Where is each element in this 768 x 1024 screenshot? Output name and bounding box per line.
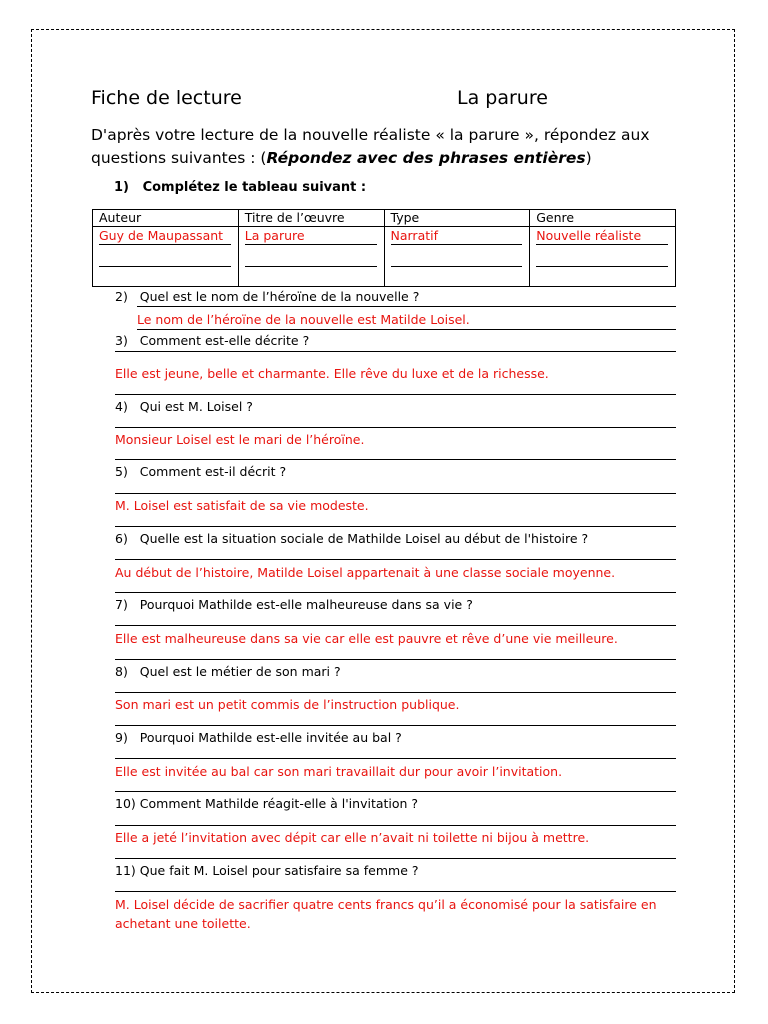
answer-11: M. Loisel décide de sacrifier quatre cents francs qu’il a économisé pour la satisfaire en (115, 897, 657, 912)
answer-line (115, 351, 676, 352)
answer-line (115, 526, 676, 527)
answer-type: Narratif (390, 228, 439, 243)
answer-line (115, 427, 676, 428)
question-8: 8) Quel est le métier de son mari ? (115, 664, 341, 679)
answer-line (115, 659, 676, 660)
answer-10: Elle a jeté l’invitation avec dépit car elle n’avait ni toilette ni bijou à mettre. (115, 830, 590, 845)
table-header: Genre (530, 210, 676, 227)
page-title: Fiche de lecture (91, 87, 242, 109)
answer-3: Elle est jeune, belle et charmante. Elle rêve du luxe et de la richesse. (115, 366, 549, 381)
answer-line (137, 306, 676, 307)
question-1: 1) Complétez le tableau suivant : (114, 180, 367, 195)
question-7: 7) Pourquoi Mathilde est-elle malheureuse dans sa vie ? (115, 597, 473, 612)
table-cell (384, 227, 530, 287)
answer-work-title: La parure (244, 228, 305, 243)
answer-line (115, 758, 676, 759)
story-title: La parure (457, 87, 548, 109)
info-table (92, 209, 676, 287)
answer-9: Elle est invitée au bal car son mari travaillait dur pour avoir l’invitation. (115, 764, 563, 779)
table-header: Type (384, 210, 530, 227)
instructions: D'après votre lecture de la nouvelle réaliste « la parure », répondez aux questions suivantes : (Répondez avec des phrases entières) (91, 126, 650, 167)
answer-line (115, 559, 676, 560)
answer-author: Guy de Maupassant (99, 228, 224, 243)
answer-line (115, 858, 676, 859)
table-cell (238, 227, 384, 287)
question-2: 2) Quel est le nom de l’héroïne de la nouvelle ? (115, 289, 420, 304)
question-5: 5) Comment est-il décrit ? (115, 464, 287, 479)
answer-line (115, 825, 676, 826)
question-3: 3) Comment est-elle décrite ? (115, 333, 310, 348)
answer-4: Monsieur Loisel est le mari de l’héroïne. (115, 432, 365, 447)
answer-7: Elle est malheureuse dans sa vie car elle est pauvre et rêve d’une vie meilleure. (115, 631, 618, 646)
table-cell (93, 227, 239, 287)
question-10: 10) Comment Mathilde réagit-elle à l'invitation ? (115, 796, 419, 811)
question-11: 11) Que fait M. Loisel pour satisfaire sa femme ? (115, 863, 419, 878)
question-6: 6) Quelle est la situation sociale de Mathilde Loisel au début de l'histoire ? (115, 531, 589, 546)
table-cell (530, 227, 676, 287)
question-4: 4) Qui est M. Loisel ? (115, 399, 253, 414)
answer-line (115, 891, 676, 892)
answer-genre: Nouvelle réaliste (536, 228, 642, 243)
answer-6: Au début de l’histoire, Matilde Loisel appartenait à une classe sociale moyenne. (115, 565, 616, 580)
answer-line (115, 692, 676, 693)
answer-line (115, 493, 676, 494)
answer-5: M. Loisel est satisfait de sa vie modeste. (115, 498, 369, 513)
answer-line (115, 791, 676, 792)
question-9: 9) Pourquoi Mathilde est-elle invitée au bal ? (115, 730, 402, 745)
answer-line (115, 394, 676, 395)
table-header: Titre de l’œuvre (238, 210, 384, 227)
table-header: Auteur (93, 210, 239, 227)
answer-line (115, 625, 676, 626)
answer-line (115, 592, 676, 593)
answer-line (115, 725, 676, 726)
answer-line (137, 329, 676, 330)
answer-8: Son mari est un petit commis de l’instruction publique. (115, 697, 460, 712)
answer-line (115, 459, 676, 460)
answer-2: Le nom de l’héroïne de la nouvelle est Matilde Loisel. (137, 312, 470, 327)
answer-11-continued: achetant une toilette. (115, 916, 251, 931)
